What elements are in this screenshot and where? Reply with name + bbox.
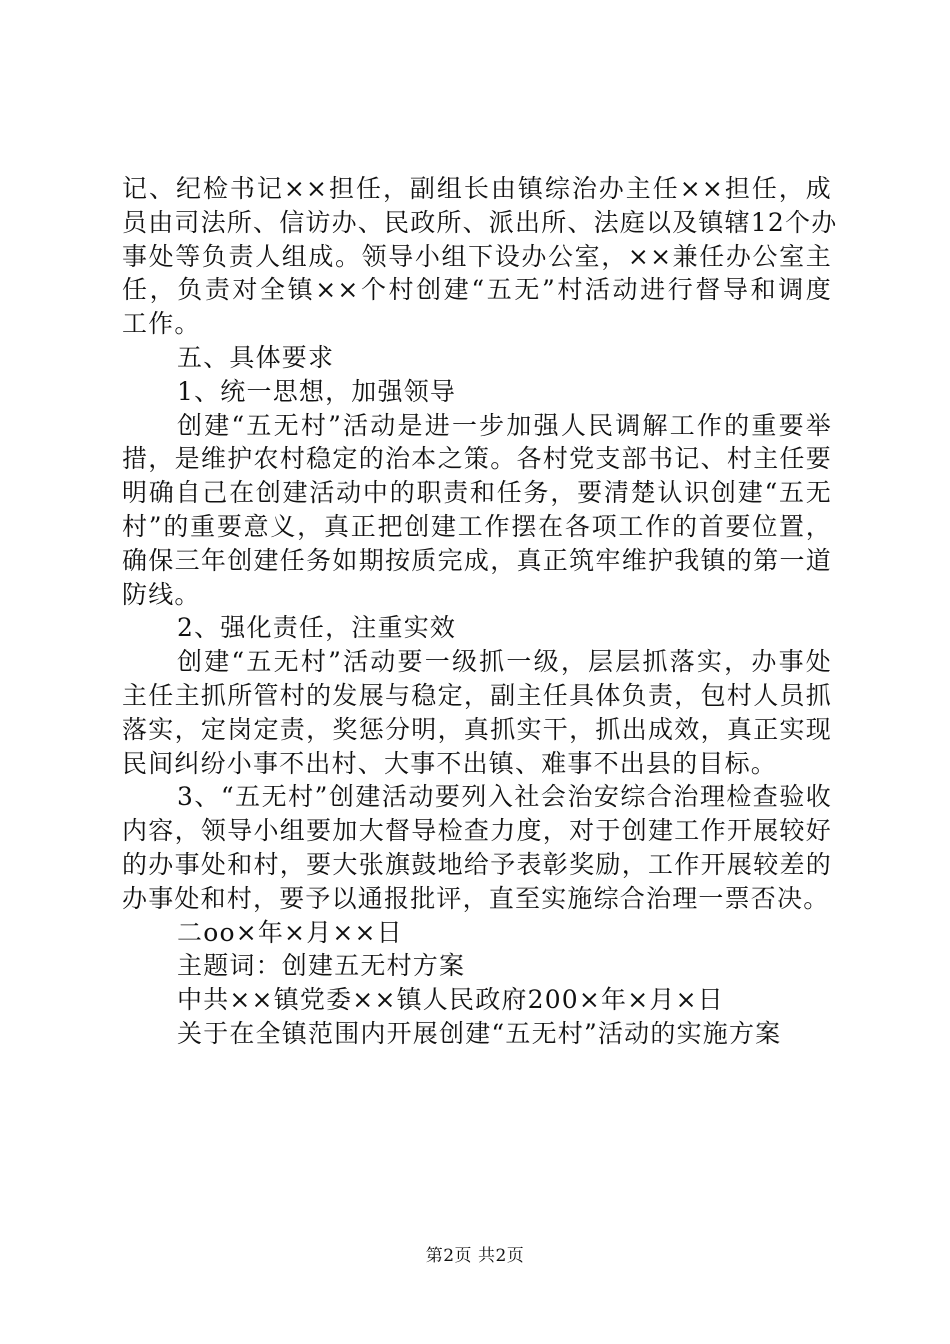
text-line: 主题词：创建五无村方案	[177, 951, 466, 981]
text-line: 五、具体要求	[177, 342, 335, 372]
text-line: 二oo×年×月××日	[177, 917, 403, 947]
text-line: 民间纠纷小事不出村、大事不出镇、难事不出县的目标。	[122, 748, 778, 778]
text-line: 关于在全镇范围内开展创建“五无村”活动的实施方案	[177, 1018, 782, 1048]
text-line: 事处等负责人组成。领导小组下设办公室，××兼任办公室主	[122, 241, 832, 271]
text-line: 记、纪检书记××担任，副组长由镇综治办主任××担任，成	[122, 174, 832, 203]
document-body	[122, 172, 838, 1051]
text-line: 工作。	[122, 309, 201, 339]
text-line: 任，负责对全镇××个村创建“五无”村活动进行督导和调度	[122, 275, 832, 305]
text-line: 创建“五无村”活动是进一步加强人民调解工作的重要举	[177, 410, 832, 440]
text-line: 2、强化责任，注重实效	[177, 613, 457, 643]
text-line: 内容，领导小组要加大督导检查力度，对于创建工作开展较好	[122, 816, 832, 846]
text-line: 员由司法所、信访办、民政所、派出所、法庭以及镇辖12个办	[122, 207, 838, 237]
text-line: 的办事处和村，要大张旗鼓地给予表彰奖励，工作开展较差的	[122, 849, 832, 879]
text-line: 措，是维护农村稳定的治本之策。各村党支部书记、村主任要	[122, 444, 832, 474]
text-line: 3、“五无村”创建活动要列入社会治安综合治理检查验收	[177, 782, 832, 812]
text-line: 主任主抓所管村的发展与稳定，副主任具体负责，包村人员抓	[122, 680, 832, 710]
page-footer: 第2页 共2页	[425, 1246, 525, 1266]
text-line: 落实，定岗定责，奖惩分明，真抓实干，抓出成效，真正实现	[122, 714, 832, 744]
text-line: 1、统一思想，加强领导	[177, 376, 457, 406]
text-line: 确保三年创建任务如期按质完成，真正筑牢维护我镇的第一道	[122, 545, 832, 575]
text-line: 村”的重要意义，真正把创建工作摆在各项工作的首要位置，	[122, 511, 832, 541]
text-line: 防线。	[122, 579, 201, 609]
text-line: 办事处和村，要予以通报批评，直至实施综合治理一票否决。	[122, 883, 830, 913]
text-line: 中共××镇党委××镇人民政府200×年×月×日	[177, 985, 724, 1015]
text-line: 明确自己在创建活动中的职责和任务，要清楚认识创建“五无	[122, 478, 832, 508]
text-line: 创建“五无村”活动要一级抓一级，层层抓落实，办事处	[177, 647, 832, 677]
